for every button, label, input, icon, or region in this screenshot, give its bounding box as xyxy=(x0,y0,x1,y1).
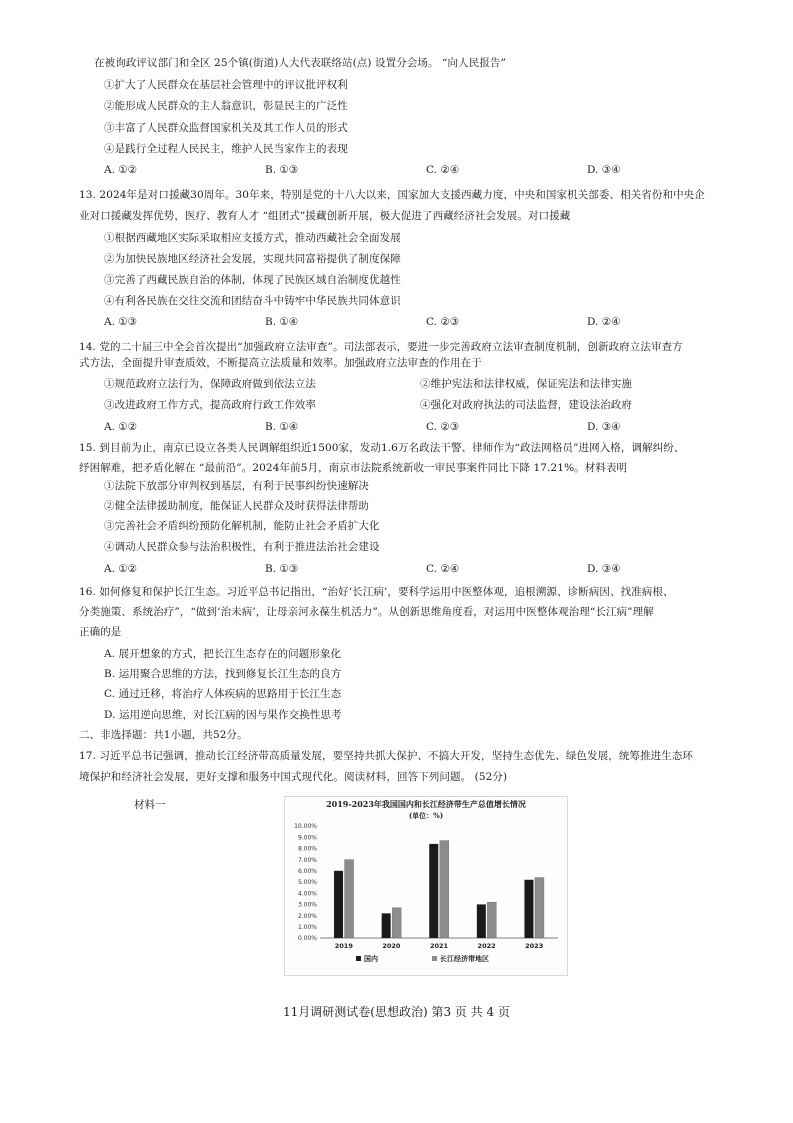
chart-subtitle: (单位：%) xyxy=(408,811,444,820)
q15-choice-d[interactable]: D. ③④ xyxy=(587,563,621,575)
y-tick-label: 8.00% xyxy=(297,845,317,853)
q14-option-3: ③改进政府工作方式，提高政府行政工作效率 xyxy=(104,399,316,411)
bar-national-2022 xyxy=(477,904,486,938)
y-tick-label: 3.00% xyxy=(297,901,317,909)
y-tick-label: 7.00% xyxy=(297,856,317,864)
bar-national-2020 xyxy=(382,913,391,938)
q14-choice-b[interactable]: B. ①④ xyxy=(265,421,299,433)
q14-stem-line-2: 式方法，全面提升审查质效，不断提高立法质量和效率。加强政府立法审查的作用在于 xyxy=(79,357,482,369)
q14-stem-line-1: 14. 党的二十届三中全会首次提出“加强政府立法审查”。司法部表示，要进一步完善政府立法审查制度机制，创新政府立法审查方 xyxy=(79,341,683,353)
y-tick-label: 5.00% xyxy=(297,879,317,887)
q16-option-a[interactable]: A. 展开想象的方式，把长江生态存在的问题形象化 xyxy=(104,648,342,660)
q12-option-1: ①扩大了人民群众在基层社会管理中的评议批评权利 xyxy=(104,79,348,91)
q12-choice-b[interactable]: B. ①③ xyxy=(265,164,299,176)
bar-national-2021 xyxy=(429,844,438,938)
q14-option-4: ④强化对政府执法的司法监督，建设法治政府 xyxy=(420,399,632,411)
q12-stem-line: 在被询政评议部门和全区 25个镇(街道)人大代表联络站(点) 设置分会场。 “向人民报告” xyxy=(94,57,506,69)
q14-choice-c[interactable]: C. ②③ xyxy=(426,421,460,433)
q13-choice-b[interactable]: B. ①④ xyxy=(265,316,299,328)
y-tick-label: 9.00% xyxy=(297,834,317,842)
q13-choice-a[interactable]: A. ①③ xyxy=(104,316,138,328)
q16-option-d[interactable]: D. 运用逆向思维，对长江病的因与果作交换性思考 xyxy=(104,709,342,721)
q16-option-c[interactable]: C. 通过迁移，将治疗人体疾病的思路用于长江生态 xyxy=(104,688,342,700)
gdp-growth-chart xyxy=(284,796,568,976)
q15-option-3: ③完善社会矛盾纠纷预防化解机制，能防止社会矛盾扩大化 xyxy=(104,520,380,532)
q12-option-2: ②能形成人民群众的主人翁意识，彰显民主的广泛性 xyxy=(104,100,348,112)
q16-stem-line-2: 分类施策、系统治疗”，“做到‘治未病’，让母亲河永葆生机活力”。从创新思维角度看，对运用中医整体观治理“长江病”理解 xyxy=(79,606,654,618)
bar-yangtze-2021 xyxy=(440,841,449,938)
q13-option-2: ②为加快民族地区经济社会发展，实现共同富裕提供了制度保障 xyxy=(104,253,401,265)
chart-svg xyxy=(284,796,568,976)
q12-choice-c[interactable]: C. ②④ xyxy=(426,164,460,176)
x-tick-label: 2020 xyxy=(382,942,401,950)
q14-option-1: ①规范政府立法行为，保障政府做到依法立法 xyxy=(104,378,316,390)
section-heading: 二、非选择题：共1小题，共52分。 xyxy=(79,729,248,741)
q14-choice-a[interactable]: A. ①② xyxy=(104,421,138,433)
q13-stem-line-2: 业对口援藏发挥优势，医疗、教育人才 “组团式”援藏创新开展，极大促进了西藏经济社会发展。对口援藏 xyxy=(79,210,571,222)
q13-stem-line-1: 13. 2024年是对口援藏30周年。30年来，特别是党的十八大以来，国家加大支援西藏力度，中央和国家机关部委、相关省份和中央企 xyxy=(79,189,705,201)
q16-stem-line-1: 16. 如何修复和保护长江生态。习近平总书记指出，“治好‘长江病’，要科学运用中医整体观，追根溯源、诊断病因、找准病根、 xyxy=(79,586,674,598)
q15-choice-a[interactable]: A. ①② xyxy=(104,563,138,575)
q14-choice-d[interactable]: D. ③④ xyxy=(587,421,621,433)
legend-label: 长江经济带地区 xyxy=(440,954,489,963)
q14-option-2: ②维护宪法和法律权威，保证宪法和法律实施 xyxy=(420,378,632,390)
bar-yangtze-2019 xyxy=(345,860,354,938)
q15-stem-line-1: 15. 到目前为止，南京已设立各类人民调解组织近1500家，发动1.6万名政法干警、律师作为“政法网格员”进网入格，调解纠纷、 xyxy=(79,442,685,454)
q15-option-1: ①法院下放部分审判权到基层，有利于民事纠纷快速解决 xyxy=(104,480,369,492)
legend-swatch xyxy=(432,956,437,961)
chart-title: 2019-2023年我国国内和长江经济带生产总值增长情况 xyxy=(326,799,526,809)
q12-option-4: ④是践行全过程人民民主，维护人民当家作主的表现 xyxy=(104,143,348,155)
material-label: 材料一 xyxy=(134,799,166,811)
legend-label: 国内 xyxy=(364,954,378,963)
q13-choice-c[interactable]: C. ②③ xyxy=(426,316,460,328)
y-tick-label: 2.00% xyxy=(297,912,317,920)
bar-yangtze-2020 xyxy=(392,908,401,938)
q15-choice-c[interactable]: C. ②④ xyxy=(426,563,460,575)
q15-stem-line-2: 纾困解难，把矛盾化解在 “最前沿”。2024年前5月，南京市法院系统新收一审民事案件同比下降 17.21%。材料表明 xyxy=(79,462,628,474)
q12-choice-d[interactable]: D. ③④ xyxy=(587,164,621,176)
bar-national-2019 xyxy=(334,871,343,938)
q15-option-4: ④调动人民群众参与法治积极性，有利于推进法治社会建设 xyxy=(104,541,380,553)
x-tick-label: 2023 xyxy=(525,942,544,950)
q16-stem-line-3: 正确的是 xyxy=(79,626,122,638)
y-tick-label: 4.00% xyxy=(297,890,317,898)
q16-option-b[interactable]: B. 运用聚合思维的方法，找到修复长江生态的良方 xyxy=(104,668,342,680)
q17-stem-line-2: 境保护和经济社会发展，更好支撑和服务中国式现代化。阅读材料，回答下列问题。 (52分) xyxy=(79,771,508,783)
q15-option-2: ②健全法律援助制度，能保证人民群众及时获得法律帮助 xyxy=(104,500,369,512)
y-tick-label: 0.00% xyxy=(297,935,317,943)
y-tick-label: 10.00% xyxy=(294,823,317,831)
bar-national-2023 xyxy=(524,880,533,938)
bar-yangtze-2022 xyxy=(487,902,496,938)
q12-choice-a[interactable]: A. ①② xyxy=(104,164,138,176)
q12-option-3: ③丰富了人民群众监督国家机关及其工作人员的形式 xyxy=(104,122,348,134)
q17-stem-line-1: 17. 习近平总书记强调，推动长江经济带高质量发展，要坚持共抓大保护、不搞大开发，坚持生态优先、绿色发展，统筹推进生态环 xyxy=(79,750,694,762)
y-tick-label: 6.00% xyxy=(297,868,317,875)
q15-choice-b[interactable]: B. ①③ xyxy=(265,563,299,575)
q13-option-3: ③完善了西藏民族自治的体制，体现了民族区域自治制度优越性 xyxy=(104,274,401,286)
bar-yangtze-2023 xyxy=(535,878,544,938)
q13-option-4: ④有利各民族在交往交流和团结奋斗中铸牢中华民族共同体意识 xyxy=(104,295,401,307)
y-tick-label: 1.00% xyxy=(297,924,317,931)
x-tick-label: 2021 xyxy=(429,942,449,950)
q13-choice-d[interactable]: D. ②④ xyxy=(587,316,621,328)
x-tick-label: 2019 xyxy=(334,942,353,950)
legend-swatch xyxy=(356,956,361,961)
x-tick-label: 2022 xyxy=(477,942,496,950)
page-footer: 11月调研测试卷(思想政治) 第3 页 共 4 页 xyxy=(283,1005,510,1019)
q13-option-1: ①根据西藏地区实际采取相应支援方式，推动西藏社会全面发展 xyxy=(104,232,401,244)
